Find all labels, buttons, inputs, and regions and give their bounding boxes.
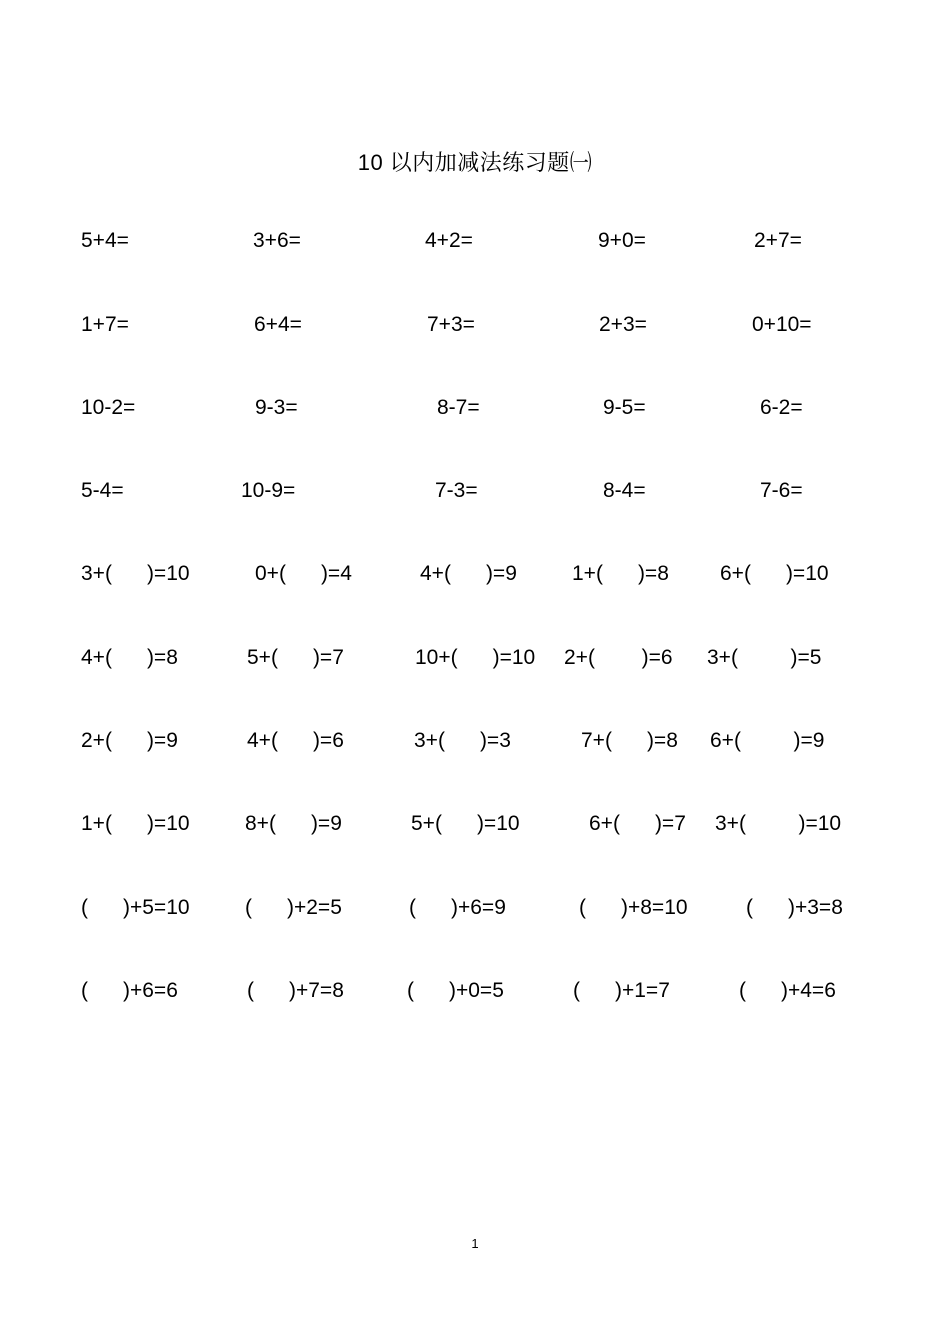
exercise-row-5 <box>0 559 950 589</box>
exercise-item: ( )+0=5 <box>407 979 504 1002</box>
exercise-item: 9-5= <box>603 396 646 419</box>
exercise-row-4 <box>0 476 950 506</box>
exercise-item: 3+( )=10 <box>81 562 190 585</box>
exercise-item: ( )+2=5 <box>245 896 342 919</box>
exercise-row-2 <box>0 310 950 340</box>
exercise-item: 0+( )=4 <box>255 562 352 585</box>
exercise-item: 6-2= <box>760 396 803 419</box>
exercise-row-7 <box>0 726 950 756</box>
exercise-item: ( )+1=7 <box>573 979 670 1002</box>
worksheet-title: 10 以内加减法练习题㈠ <box>357 150 593 175</box>
exercise-item: ( )+6=9 <box>409 896 506 919</box>
exercise-item: 4+( )=8 <box>81 646 178 669</box>
exercise-item: 10-2= <box>81 396 136 419</box>
exercise-item: 8-4= <box>603 479 646 502</box>
exercise-item: 3+( )=5 <box>707 646 822 669</box>
exercise-row-3 <box>0 393 950 423</box>
exercise-item: 8+( )=9 <box>245 812 342 835</box>
exercise-item: ( )+4=6 <box>739 979 836 1002</box>
exercise-item: 7+3= <box>427 313 475 336</box>
exercise-item: 3+( )=3 <box>414 729 511 752</box>
exercise-item: 5+4= <box>81 229 129 252</box>
exercise-item: 0+10= <box>752 313 812 336</box>
exercise-item: 4+( )=9 <box>420 562 517 585</box>
exercise-row-8 <box>0 809 950 839</box>
exercise-item: 1+( )=8 <box>572 562 669 585</box>
exercise-row-6 <box>0 643 950 673</box>
exercise-item: 6+4= <box>254 313 302 336</box>
exercise-item: 3+6= <box>253 229 301 252</box>
exercise-row-1 <box>0 226 950 256</box>
exercise-item: 4+2= <box>425 229 473 252</box>
exercise-item: 10-9= <box>241 479 296 502</box>
exercise-item: 5+( )=10 <box>411 812 520 835</box>
exercise-item: 9-3= <box>255 396 298 419</box>
exercise-row-9 <box>0 893 950 923</box>
exercise-item: 5+( )=7 <box>247 646 344 669</box>
exercise-item: 4+( )=6 <box>247 729 344 752</box>
exercise-item: 10+( )=10 <box>415 646 536 669</box>
exercise-item: 6+( )=7 <box>589 812 686 835</box>
exercise-item: 2+( )=9 <box>81 729 178 752</box>
exercise-item: 6+( )=9 <box>710 729 825 752</box>
exercise-item: ( )+5=10 <box>81 896 190 919</box>
exercise-item: 1+7= <box>81 313 129 336</box>
exercise-item: ( )+8=10 <box>579 896 688 919</box>
exercise-item: 9+0= <box>598 229 646 252</box>
exercise-item: 7-3= <box>435 479 478 502</box>
exercise-item: 3+( )=10 <box>715 812 842 835</box>
exercise-item: 6+( )=10 <box>720 562 829 585</box>
exercise-row-10 <box>0 976 950 1006</box>
exercise-item: ( )+3=8 <box>746 896 843 919</box>
exercise-item: 7-6= <box>760 479 803 502</box>
exercise-item: 2+( )=6 <box>564 646 673 669</box>
exercise-item: 8-7= <box>437 396 480 419</box>
exercise-item: 5-4= <box>81 479 124 502</box>
exercise-item: ( )+6=6 <box>81 979 178 1002</box>
exercise-item: 1+( )=10 <box>81 812 190 835</box>
page-number: 1 <box>471 1236 479 1251</box>
exercise-item: 7+( )=8 <box>581 729 678 752</box>
exercise-item: 2+7= <box>754 229 802 252</box>
exercise-item: 2+3= <box>599 313 647 336</box>
exercise-item: ( )+7=8 <box>247 979 344 1002</box>
